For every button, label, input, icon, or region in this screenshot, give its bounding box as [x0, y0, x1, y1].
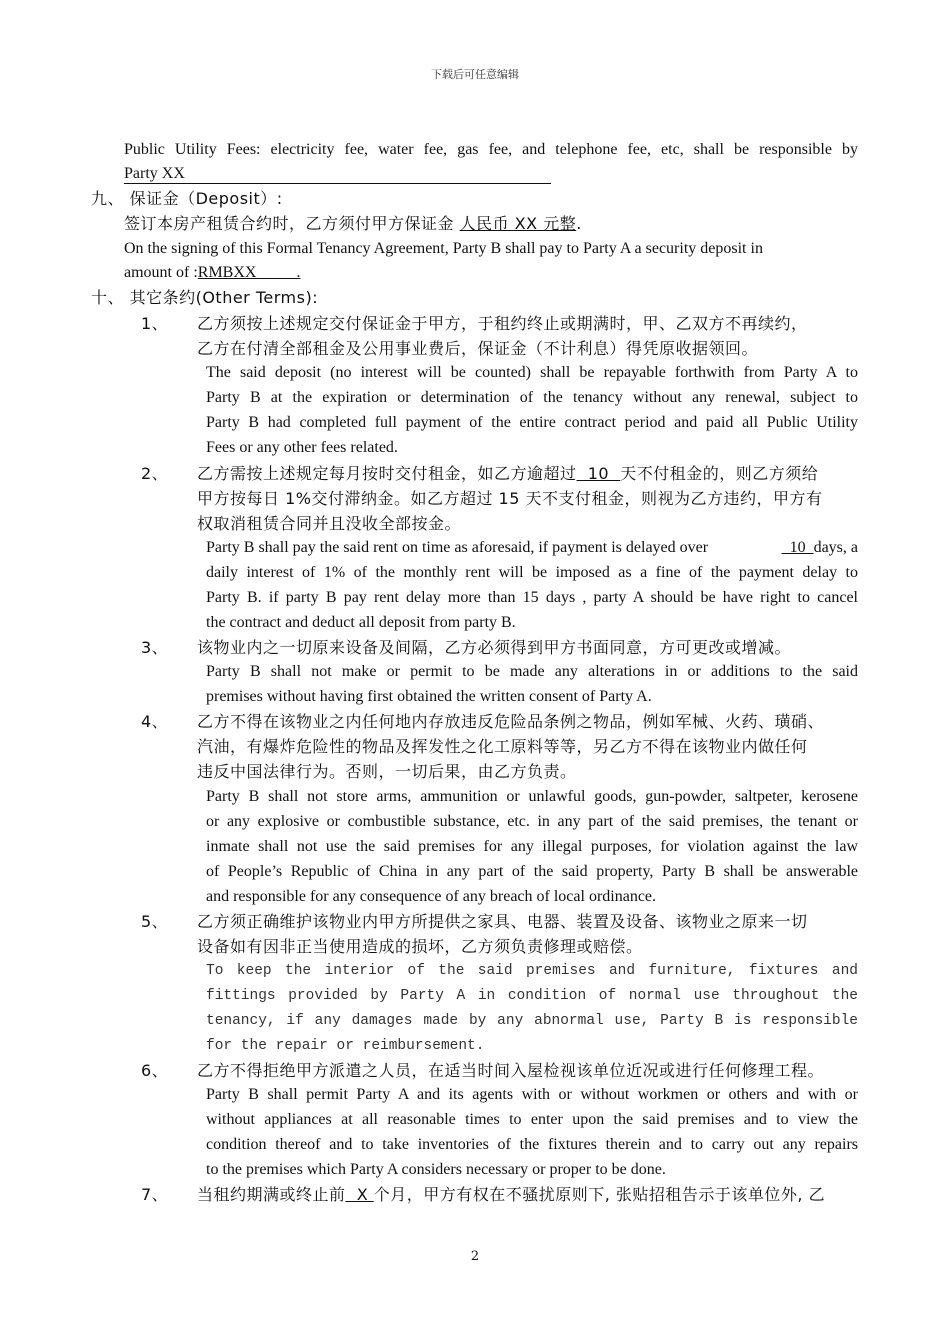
item-zh-line: 乙方需按上述规定每月按时交付租金，如乙方逾超过 10 天不付租金的，则乙方须给 [197, 464, 819, 483]
item-zh-line: 权取消租赁合同并且没收全部按金。 [197, 514, 462, 533]
item-en-line: Party B shall permit Party A and its agents with or without workmen or others and with or [206, 1086, 858, 1103]
deposit-amount-en: RMBXX . [197, 264, 301, 281]
deposit-amount-zh: 人民币 XX 元整 [459, 214, 577, 233]
notice-months: X [345, 1185, 374, 1204]
item-zh-line: 乙方不得拒绝甲方派遣之人员，在适当时间入屋检视该单位近况或进行任何修理工程。 [197, 1061, 825, 1080]
item-number: 7、 [141, 1185, 169, 1204]
item-en-line: without appliances at all reasonable times to enter upon the said premises and to view the [206, 1111, 858, 1128]
item-en-line: of People’s Republic of China in any part of the said property, Party B shall be answerable [206, 863, 858, 880]
item-en-line: to the premises which Party A considers necessary or proper to be done. [206, 1161, 666, 1178]
item-en-line: the contract and deduct all deposit from party B. [206, 614, 516, 631]
item-zh-line: 违反中国法律行为。否则，一切后果，由乙方负责。 [197, 762, 577, 781]
overdue-days-zh: 10 [576, 464, 621, 483]
item-en-line: Party B shall not store arms, ammunition or unlawful goods, gun-powder, saltpeter, kerosene [206, 788, 858, 805]
item-en-line: The said deposit (no interest will be counted) shall be repayable forthwith from Party A to [206, 364, 858, 381]
utility-fees-party: Party XX [124, 163, 551, 185]
item-zh-line: 乙方须按上述规定交付保证金于甲方，于租约终止或期满时，甲、乙双方不再续约， [197, 314, 808, 333]
item-en-line: daily interest of 1% of the monthly rent will be imposed as a fine of the payment delay to [206, 564, 858, 581]
item-number: 4、 [141, 712, 169, 731]
page-header: 下载后可任意编辑 [431, 68, 519, 81]
item-en-line: Party B shall pay the said rent on time as aforesaid, if payment is delayed over 10 days, a [206, 539, 858, 556]
utility-fees-line: Public Utility Fees: electricity fee, water fee, gas fee, and telephone fee, etc, shall be responsible by [124, 141, 858, 158]
item-en-line: To keep the interior of the said premises and furniture, fixtures and [206, 963, 858, 979]
item-en-line: Party B shall not make or permit to be made any alterations in or additions to the said [206, 663, 858, 680]
item-en-line: inmate shall not use the said premises for any illegal purposes, for violation against the law [206, 838, 858, 855]
item-number: 2、 [141, 464, 169, 483]
item-zh-line: 甲方按每日 1%交付滞纳金。如乙方超过 15 天不支付租金，则视为乙方违约，甲方有 [197, 489, 823, 508]
section-10-heading: 十、 其它条约(Other Terms): [91, 288, 319, 307]
item-en-line: fittings provided by Party A in condition of normal use throughout the [206, 988, 858, 1004]
item-zh-line: 汽油，有爆炸危险性的物品及挥发性之化工原料等等，另乙方不得在该物业内做任何 [197, 737, 808, 756]
item-number: 5、 [141, 912, 169, 931]
item-en-line: premises without having first obtained the written consent of Party A. [206, 688, 652, 705]
item-zh-line: 乙方不得在该物业之内任何地内存放违反危险品条例之物品，例如军械、火药、璜硝、 [197, 712, 825, 731]
item-zh-line: 该物业内之一切原来设备及间隔，乙方必须得到甲方书面同意，方可更改或增减。 [197, 638, 792, 657]
item-en-line: for the repair or reimbursement. [206, 1038, 485, 1054]
item-en-line: Party B had completed full payment of the entire contract period and paid all Public Utility [206, 414, 858, 431]
section-9-zh: 签订本房产租赁合约时，乙方须付甲方保证金 人民币 XX 元整. [124, 214, 582, 233]
item-en-line: and responsible for any consequence of any breach of local ordinance. [206, 888, 657, 905]
item-en-line: condition thereof and to take inventories of the fixtures therein and to carry out any repairs [206, 1136, 858, 1153]
item-en-line: Party B. if party B pay rent delay more than 15 days , party A should be have right to cancel [206, 589, 858, 606]
item-en-line: Fees or any other fees related. [206, 439, 398, 456]
item-zh-line: 乙方在付清全部租金及公用事业费后，保证金（不计利息）得凭原收据领回。 [197, 339, 759, 358]
item-number: 6、 [141, 1061, 169, 1080]
item-number: 3、 [141, 638, 169, 657]
item-en-line: tenancy, if any damages made by any abnormal use, Party B is responsible [206, 1013, 858, 1029]
item-zh-line: 当租约期满或终止前 X 个月，甲方有权在不骚扰原则下, 张贴招租告示于该单位外, 乙 [197, 1185, 826, 1204]
page-number: 2 [470, 1249, 480, 1264]
item-zh-line: 乙方须正确维护该物业内甲方所提供之家具、电器、装置及设备、该物业之原来一切 [197, 912, 808, 931]
item-zh-line: 设备如有因非正当使用造成的损坏，乙方须负责修理或赔偿。 [197, 937, 643, 956]
overdue-days-en: 10 [781, 539, 814, 556]
section-9-heading: 九、 保证金（Deposit）: [91, 189, 283, 208]
section-9-en-line1: On the signing of this Formal Tenancy Agreement, Party B shall pay to Party A a security deposit in [124, 240, 763, 257]
section-9-en-line2: amount of :RMBXX . [124, 264, 301, 281]
item-number: 1、 [141, 314, 169, 333]
item-en-line: Party B at the expiration or determination of the tenancy without any renewal, subject to [206, 389, 858, 406]
item-en-line: or any explosive or combustible substance, etc. in any part of the said premises, the tenant or [206, 813, 858, 830]
